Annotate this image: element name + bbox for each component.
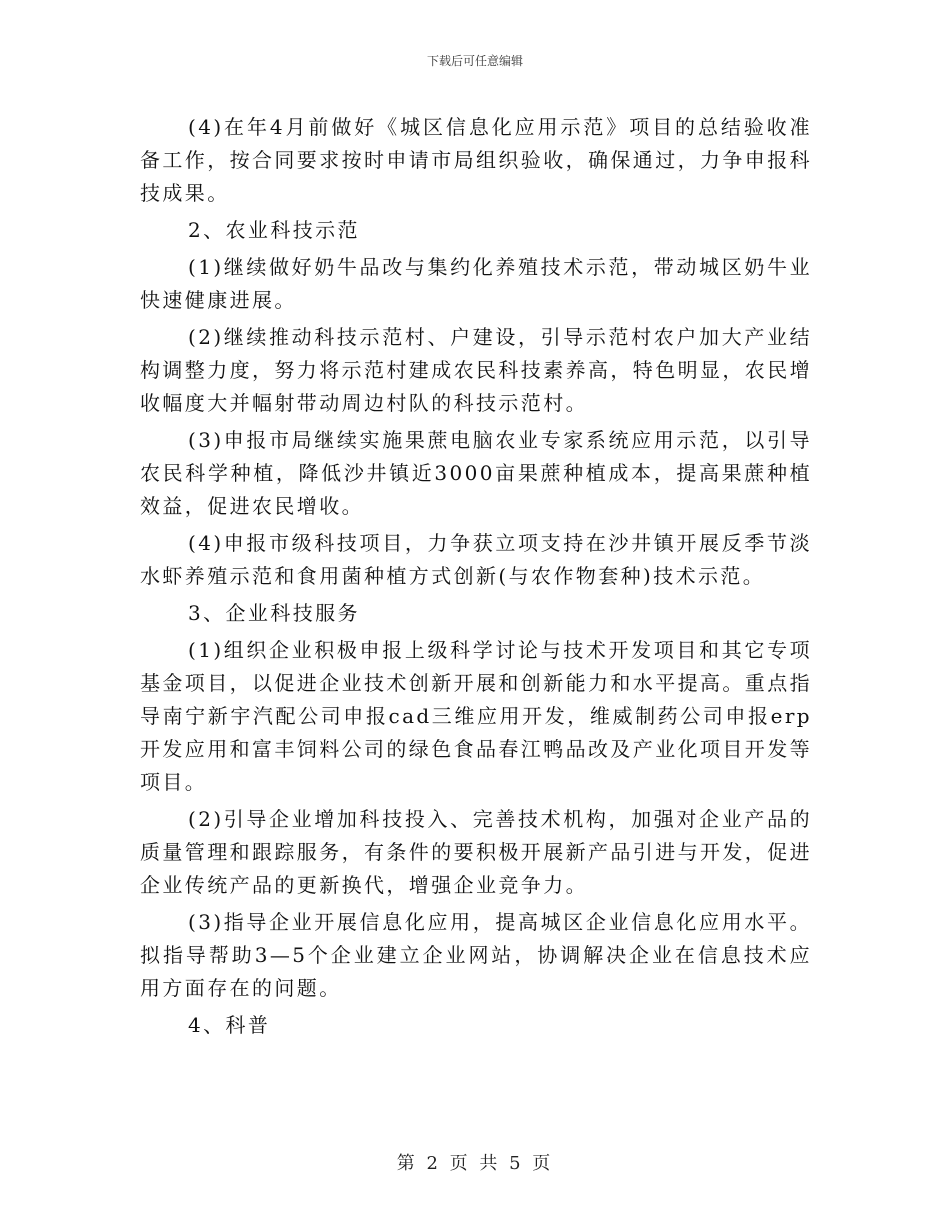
page-header: 下载后可任意编辑 (426, 54, 523, 68)
paragraph-7: (2)引导企业增加科技投入、完善技术机构，加强对企业产品的质量管理和跟踪服务，有条件的要积极开展新产品引进与开发，促进企业传统产品的更新换代，增强企业竞争力。 (140, 807, 812, 897)
paragraph-6: (1)组织企业积极申报上级科学讨论与技术开发项目和其它专项基金项目，以促进企业技术创新开展和创新能力和水平提高。重点指导南宁新宇汽配公司申报cad三维应用开发，维威制药公司申报erp开发应用和富丰饲料公司的绿色食品春江鸭品改及产业化项目开发等项目。 (140, 638, 812, 794)
paragraph-8: (3)指导企业开展信息化应用，提高城区企业信息化应用水平。拟指导帮助3—5个企业建立企业网站，协调解决企业在信息技术应用方面存在的问题。 (140, 910, 812, 1000)
paragraph-2: (1)继续做好奶牛品改与集约化养殖技术示范，带动城区奶牛业快速健康进展。 (140, 255, 812, 312)
document-body (140, 111, 812, 1046)
section-heading-agriculture: 2、农业科技示范 (188, 218, 360, 242)
section-heading-enterprise: 3、企业科技服务 (188, 601, 360, 625)
paragraph-3: (2)继续推动科技示范村、户建设，引导示范村农户加大产业结构调整力度，努力将示范村建成农民科技素养高，特色明显，农民增收幅度大并幅射带动周边村队的科技示范村。 (140, 325, 812, 415)
section-heading-science: 4、科普 (188, 1013, 271, 1037)
paragraph-5: (4)申报市级科技项目，力争获立项支持在沙井镇开展反季节淡水虾养殖示范和食用菌种植方式创新(与农作物套种)技术示范。 (140, 531, 812, 588)
page-footer: 第 2 页 共 5 页 (396, 1153, 554, 1174)
paragraph-4: (3)申报市局继续实施果蔗电脑农业专家系统应用示范，以引导农民科学种植，降低沙井镇近3000亩果蔗种植成本，提高果蔗种植效益，促进农民增收。 (140, 428, 812, 518)
paragraph-1: (4)在年4月前做好《城区信息化应用示范》项目的总结验收准备工作，按合同要求按时申请市局组织验收，确保通过，力争申报科技成果。 (140, 115, 812, 205)
